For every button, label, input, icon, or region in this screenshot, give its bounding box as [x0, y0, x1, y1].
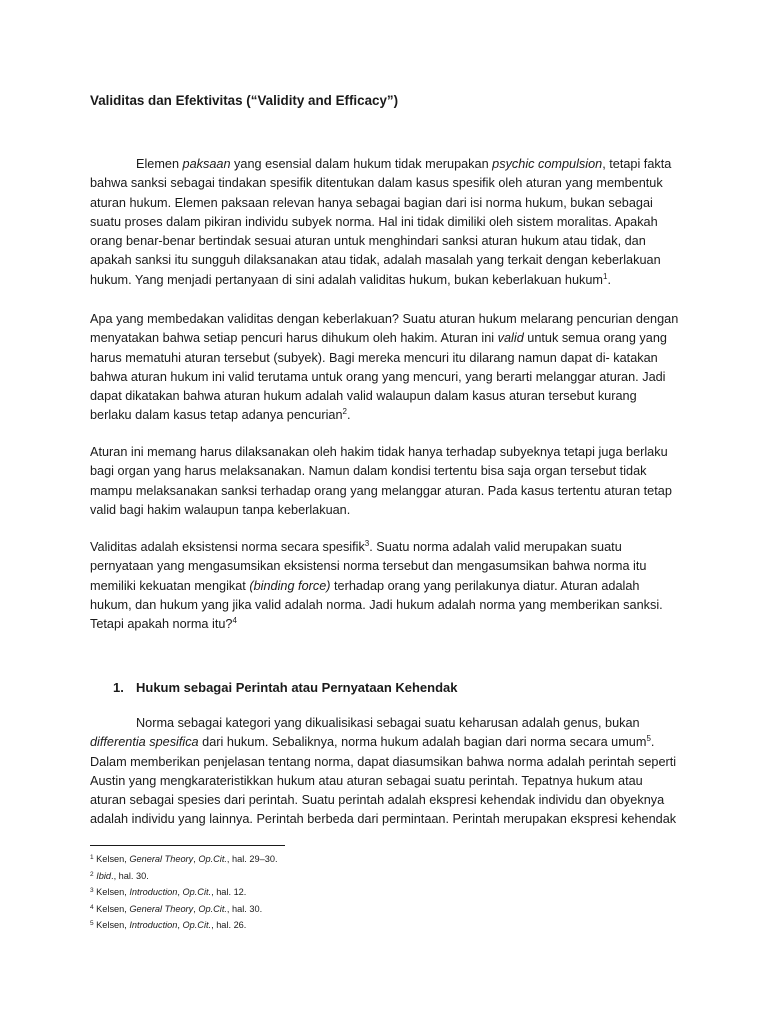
paragraph-line: Austin yang mengkarateristikkan hukum atau aturan sebagai suatu perintah. Tepatnya hukum atau	[90, 773, 643, 788]
section-title: Hukum sebagai Perintah atau Pernyataan Kehendak	[136, 680, 458, 695]
paragraph-3	[90, 443, 690, 520]
paragraph-line: Validitas adalah eksistensi norma secara spesifik$^3$. Suatu norma adalah valid merupakan suatu	[90, 539, 622, 554]
paragraph-line: suatu proses dalam pikiran individu subyek norma. Hal ini tidak dimiliki oleh sistem moralitas. Apakah	[90, 214, 658, 229]
paragraph-1	[90, 155, 690, 290]
paragraph-line: harus mematuhi aturan tersebut (subyek). Bagi mereka mencuri itu dilarang namun dapat di- katakan	[90, 350, 658, 365]
paragraph-5	[90, 714, 690, 830]
footnote-ref[interactable]: 5	[646, 734, 651, 744]
paragraph-line: adalah individu yang lainnya. Perintah berbeda dari permintaan. Perintah merupakan ekspresi kehendak	[90, 812, 677, 827]
paragraph-line: Dalam memberikan penjelasan tentang norma, dapat diasumsikan bahwa norma adalah perintah seperti	[90, 754, 677, 769]
paragraph-line: Tetapi apakah norma itu?$^4$	[90, 616, 237, 632]
paragraph-line: pernyataan yang mengasumsikan eksistensi norma tersebut dan mengasumsikan bahwa norma itu	[90, 559, 647, 574]
paragraph-line: bahwa sanksi sebagai tindakan spesifik ditentukan dalam kasus spesifik oleh aturan yang membentuk	[90, 176, 663, 191]
footnote-ref[interactable]: 4	[232, 616, 237, 626]
paragraph-line: dapat dikatakan bahwa aturan hukum adalah valid walaupun dalam kasus aturan tersebut kurang	[90, 389, 637, 404]
footnote-item: $^5$ Kelsen, Introduction, Op.Cit., hal. 26.	[90, 920, 247, 931]
paragraph-line: Aturan ini memang harus dilaksanakan oleh hakim tidak hanya terhadap subyeknya tetapi juga berlaku	[90, 445, 668, 459]
paragraph-line: bagi organ yang harus melaksanakan. Namun dalam kondisi tertentu bisa saja organ tersebut tidak	[90, 464, 647, 479]
paragraph-line: hukum, dan hukum yang jika valid adalah norma. Jadi hukum adalah norma yang memberikan sanksi.	[90, 597, 663, 612]
paragraph-line: Apa yang membedakan validitas dengan keberlakuan? Suatu aturan hukum melarang pencurian dengan	[90, 312, 679, 326]
footnote-divider	[90, 845, 285, 846]
footnotes	[90, 851, 278, 934]
footnote-ref[interactable]: 2	[342, 407, 347, 417]
section-heading	[113, 680, 458, 695]
footnote-item: $^4$ Kelsen, General Theory, Op.Cit., hal. 30.	[90, 903, 263, 914]
paragraph-line: apakah sanksi itu sungguh dilaksanakan atau tidak, adalah masalah yang terkait dengan keberlakuan	[90, 253, 661, 268]
paragraph-line: mampu melaksanakan sanksi terhadap orang yang melanggar aturan. Pada kasus tertentu aturan tetap	[90, 483, 672, 498]
paragraph-line: aturan hukum. Elemen paksaan relevan hanya sebagai bagian dari isi norma hukum, bukan sebagai	[90, 195, 653, 210]
footnote-item: $^2$ Ibid., hal. 30.	[90, 870, 149, 881]
document-title: Validitas dan Efektivitas (“Validity and Efficacy”)	[90, 93, 399, 108]
paragraph-line: menyatakan bahwa setiap pencuri harus dihukum oleh hakim. Aturan ini valid untuk semua orang yang	[90, 331, 667, 346]
paragraph-line: aturan sebagai spesies dari perintah. Suatu perintah adalah ekspresi kehendak individu dan obyeknya	[90, 793, 665, 808]
paragraph-line: Elemen paksaan yang esensial dalam hukum tidak merupakan psychic compulsion, tetapi fakta	[136, 157, 672, 171]
paragraph-line: memiliki kekuatan mengikat (binding force) terhadap orang yang perilakunya diatur. Aturan adalah	[90, 578, 640, 593]
footnote-ref[interactable]: 3	[364, 539, 370, 548]
paragraph-line: valid bagi hakim walaupun tanpa keberlakuan.	[90, 502, 351, 517]
paragraph-4	[90, 538, 690, 634]
paragraph-line: berlaku dalam kasus tetap adanya pencurian$^2$.	[90, 407, 351, 423]
paragraph-line: hukum. Yang menjadi pertanyaan di sini adalah validitas hukum, bukan keberlakuan hukum$^1$.	[90, 271, 611, 287]
paragraph-line: bahwa aturan hukum ini valid terutama untuk orang yang mencuri, yang berarti melanggar aturan. Jadi	[90, 369, 666, 384]
section-number: 1.	[113, 680, 124, 695]
footnote-ref[interactable]: 1	[603, 271, 608, 281]
footnote-item: $^1$ Kelsen, General Theory, Op.Cit., hal. 29–30.	[90, 854, 278, 864]
paragraph-line: Norma sebagai kategori yang dikualisikasi sebagai suatu keharusan adalah genus, bukan	[136, 716, 640, 730]
paragraph-2	[90, 310, 690, 426]
paragraph-line: orang benar-benar bertindak sesuai aturan untuk menghindari sanksi aturan hukum atau tidak, dan	[90, 234, 646, 249]
paragraph-line: differentia spesifica dari hukum. Sebaliknya, norma hukum adalah bagian dari norma secara umum$^5$.	[90, 734, 655, 750]
footnote-item: $^3$ Kelsen, Introduction, Op.Cit., hal. 12.	[90, 887, 247, 898]
